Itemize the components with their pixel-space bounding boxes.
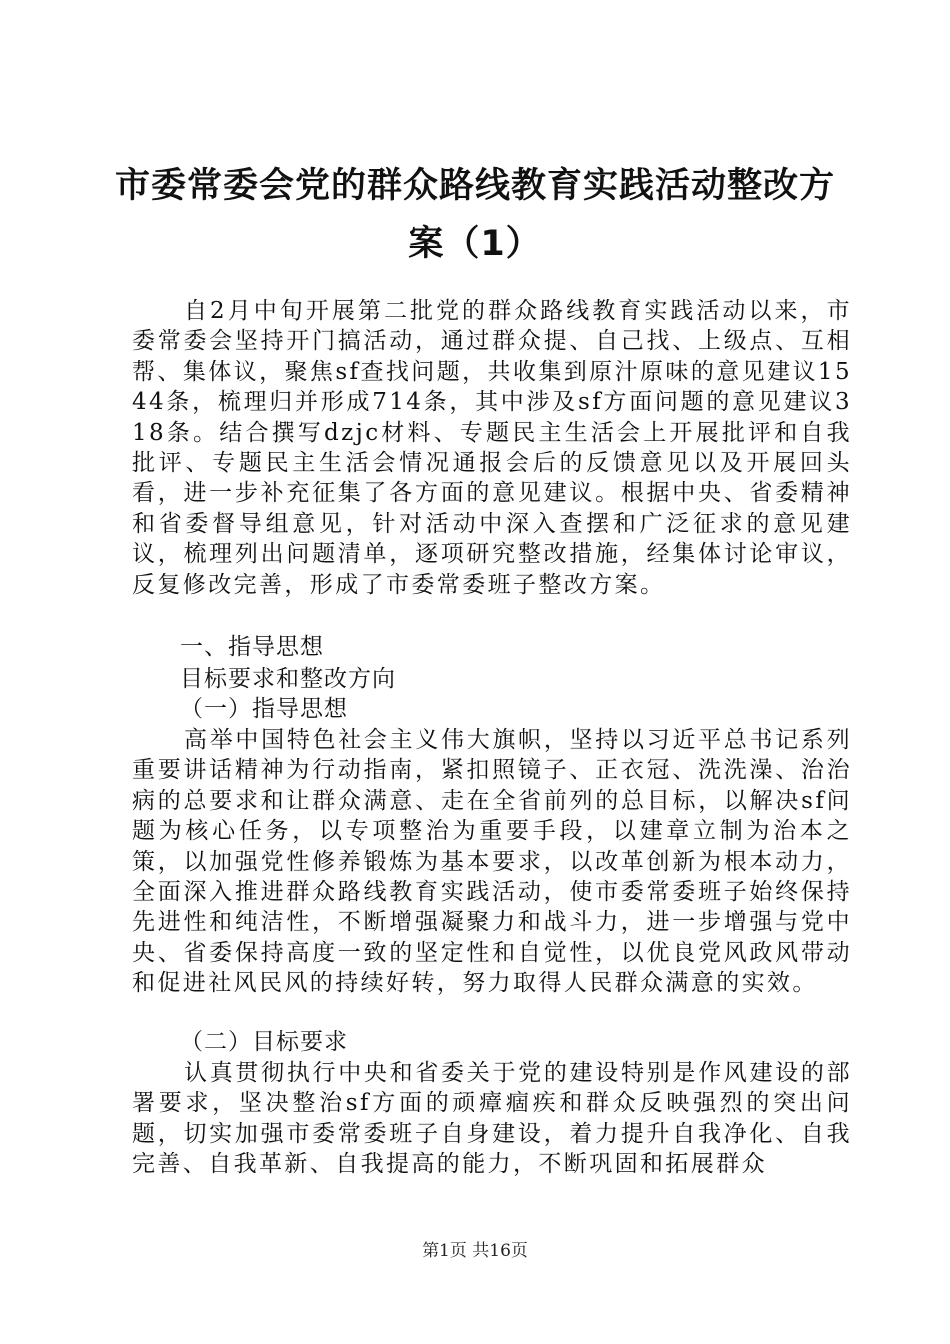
document-title-line-2: 案（1） <box>408 224 542 264</box>
document-title-line-1: 市委常委会党的群众路线教育实践活动整改方 <box>114 166 835 206</box>
subsection-1-heading: （一）指导思想 <box>180 696 348 722</box>
subsection-1-paragraph: 高举中国特色社会主义伟大旗帜，坚持以习近平总书记系列重要讲话精神为行动指南，紧扣照镜子、正衣冠、洗洗澡、治治病的总要求和让群众满意、走在全省前列的总目标，以解决sf问题为核心任务，以专项整治为重要手段，以建章立制为治本之策，以加强党性修养锻炼为基本要求，以改革创新为根本动力，全面深入推进群众路线教育实践活动，使市委常委班子始终保持先进性和纯洁性，不断增强凝聚力和战斗力，进一步增强与党中央、省委保持高度一致的坚定性和自觉性，以优良党风政风带动和促进社风民风的持续好转，努力取得人民群众满意的实效。 <box>132 727 852 997</box>
intro-paragraph: 自2月中旬开展第二批党的群众路线教育实践活动以来，市委常委会坚持开门搞活动，通过群众提、自己找、上级点、互相帮、集体议，聚焦sf查找问题，共收集到原汁原味的意见建议1544条，梳理归并形成714条，其中涉及sf方面问题的意见建议318条。结合撰写dzjc材料、专题民主生活会上开展批评和自我批评、专题民主生活会情况通报会后的反馈意见以及开展回头看，进一步补充征集了各方面的意见建议。根据中央、省委精神和省委督导组意见，针对活动中深入查摆和广泛征求的意见建议，梳理列出问题清单，逐项研究整改措施，经集体讨论审议，反复修改完善，形成了市委常委班子整改方案。 <box>132 298 852 598</box>
section-1-heading: 一、指导思想 <box>180 634 324 660</box>
subsection-2-paragraph: 认真贯彻执行中央和省委关于党的建设特别是作风建设的部署要求，坚决整治sf方面的顽瘴痼疾和群众反映强烈的突出问题，切实加强市委常委班子自身建设，着力提升自我净化、自我完善、自我革新、自我提高的能力，不断巩固和拓展群众 <box>132 1060 852 1178</box>
page-footer: 第1页 共16页 <box>422 1241 528 1261</box>
subsection-2-heading: （二）目标要求 <box>180 1029 348 1055</box>
section-1-subheading: 目标要求和整改方向 <box>180 666 396 692</box>
